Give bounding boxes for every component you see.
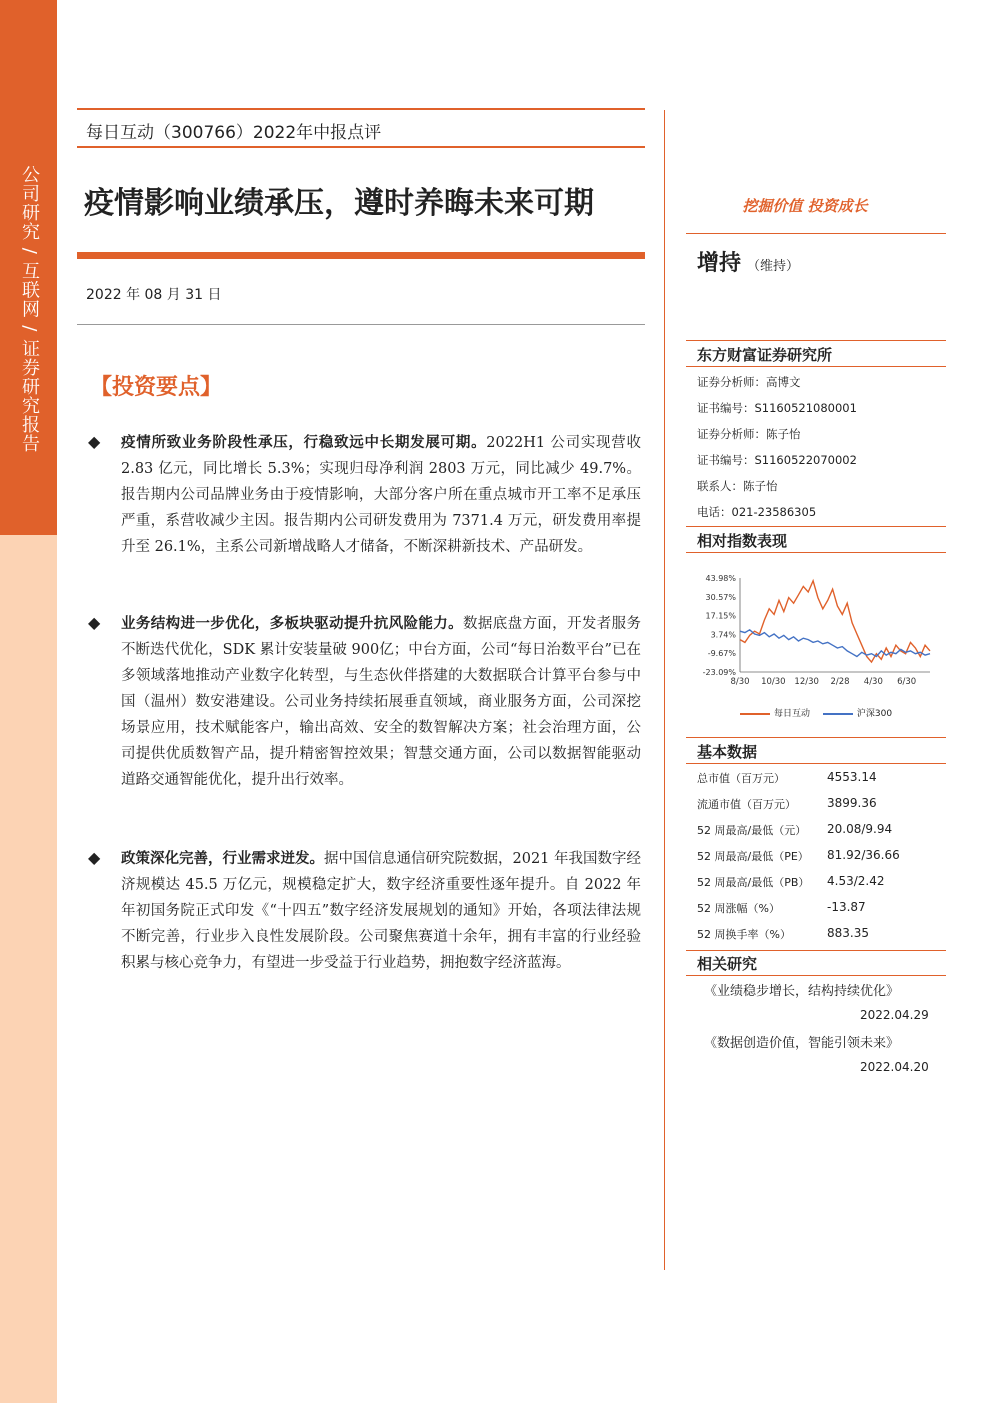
y-tick-label: -23.09% xyxy=(702,668,736,677)
bullet-lead: 疫情所致业务阶段性承压，行稳致远中长期发展可期。 xyxy=(121,435,487,451)
basic-data-value: 4553.14 xyxy=(827,770,877,784)
column-divider xyxy=(664,110,665,1270)
x-tick-label: 6/30 xyxy=(897,677,917,687)
chart-section-title: 相对指数表现 xyxy=(697,532,788,550)
basic-data-value: 4.53/2.42 xyxy=(827,874,885,888)
bullet-text: 数据底盘方面，开发者服务不断迭代优化，SDK 累计安装量破 900亿；中台方面，公司“每日治数平台”已在多领域落地推动产业数字化转型，与生态伙伴搭建的大数据联合计算平台参与中国（温州）数安港建设。公司业务持续拓展垂直领域，商业服务方面，公司深挖场景应用，技术赋能客户，输出高效、安全的数智解决方案；社会治理方面，公司提供优质数智产品，提升精密智控效果；智慧交通方面，公司以数据智能驱动道路交通智能优化，提升出行效率。 xyxy=(121,616,642,788)
bullet-lead: 政策深化完善，行业需求迸发。 xyxy=(121,851,324,867)
y-tick-label: 3.74% xyxy=(710,630,736,640)
page-title: 疫情影响业绩承压，遵时养晦未来可期 xyxy=(84,186,594,221)
x-tick-label: 10/30 xyxy=(761,677,786,687)
research-title: 相关研究 xyxy=(697,955,758,973)
legend-label: 沪深300 xyxy=(856,709,893,719)
rating-note: （维持） xyxy=(747,259,800,274)
chart-bottom-rule xyxy=(686,552,946,553)
institute-name: 东方财富证券研究所 xyxy=(697,346,833,364)
basic-data-value: -13.87 xyxy=(827,900,866,914)
analyst-info-row: 证书编号：S1160521080001 xyxy=(697,401,857,415)
y-tick-label: 17.15% xyxy=(705,611,736,621)
diamond-icon: ◆ xyxy=(88,848,101,867)
analyst-info-row: 证书编号：S1160522070002 xyxy=(697,453,857,467)
diamond-icon: ◆ xyxy=(88,432,101,451)
diamond-icon: ◆ xyxy=(88,613,101,632)
x-tick-label: 12/30 xyxy=(794,677,819,687)
report-label: 每日互动（300766）2022年中报点评 xyxy=(86,123,382,143)
research-item-title[interactable]: 《业绩稳步增长，结构持续优化》 xyxy=(704,984,900,999)
basic-data-top-rule xyxy=(686,737,946,738)
rating-value: 增持 xyxy=(697,251,742,276)
chart-legend xyxy=(740,706,892,719)
investment-heading: 【投资要点】 xyxy=(90,375,223,400)
x-tick-label: 2/28 xyxy=(830,677,850,687)
chart-top-rule xyxy=(686,526,946,527)
basic-data-value: 20.08/9.94 xyxy=(827,822,893,836)
basic-data-label: 总市值（百万元） xyxy=(697,772,785,785)
research-item-date: 2022.04.20 xyxy=(860,1060,929,1074)
basic-data-label: 52 周换手率（%） xyxy=(697,928,791,941)
bullet-paragraph xyxy=(121,611,641,793)
analyst-info-row: 证券分析师：高博文 xyxy=(697,375,801,389)
institute-top-rule xyxy=(686,340,946,341)
rating xyxy=(697,246,799,277)
research-top-rule xyxy=(686,950,946,951)
basic-data-label: 52 周最高/最低（元） xyxy=(697,824,807,837)
legend-label: 每日互动 xyxy=(774,709,811,719)
basic-data-label: 52 周最高/最低（PB） xyxy=(697,876,810,889)
header-bottom-rule xyxy=(77,146,645,148)
x-tick-label: 8/30 xyxy=(730,677,750,687)
slogan: 挖掘价值 投资成长 xyxy=(742,197,868,215)
legend-swatch-blue xyxy=(823,713,853,715)
basic-data-value: 81.92/36.66 xyxy=(827,848,900,862)
report-date: 2022 年 08 月 31 日 xyxy=(86,287,222,303)
x-tick-label: 4/30 xyxy=(863,677,883,687)
basic-data-title: 基本数据 xyxy=(697,743,758,761)
basic-data-label: 52 周涨幅（%） xyxy=(697,902,780,915)
bullet-text: 据中国信息通信研究院数据，2021 年我国数字经济规模达 45.5 万亿元，规模稳定扩大，数字经济重要性逐年提升。自 2022 年年初国务院正式印发《“十四五”数字经济发展规划的通知》开始，各项法律法规不断完善，行业步入良性发展阶段。公司聚焦赛道十余年，拥有丰富的行业经验积累与核心竞争力，有望进一步受益于行业趋势，拥抱数字经济蓝海。 xyxy=(121,851,642,971)
series-line xyxy=(740,630,930,657)
research-item-date: 2022.04.29 xyxy=(860,1008,929,1022)
analyst-info-row: 电话：021-23586305 xyxy=(697,505,817,519)
date-divider xyxy=(77,324,645,325)
bullet-lead: 业务结构进一步优化，多板块驱动提升抗风险能力。 xyxy=(121,616,463,632)
research-bottom-rule xyxy=(686,975,946,976)
legend-swatch-orange xyxy=(740,713,770,715)
relative-index-chart xyxy=(700,570,940,700)
bullet-paragraph xyxy=(121,846,641,976)
bullet-text: 2022H1 公司实现营收 2.83 亿元，同比增长 5.3%；实现归母净利润 2803 万元，同比减少 49.7%。报告期内公司品牌业务由于疫情影响，大部分客户所在重点城市开工率不足承压严重，系营收减少主因。报告期内公司研发费用为 7371.4 万元，研发费用率提升至 26.1%，主系公司新增战略人才储备，不断深耕新技术、产品研发。 xyxy=(121,435,641,555)
basic-data-label: 流通市值（百万元） xyxy=(697,798,796,811)
y-tick-label: -9.67% xyxy=(707,649,736,659)
analyst-info-row: 联系人：陈子怡 xyxy=(697,479,778,493)
y-tick-label: 30.57% xyxy=(705,592,736,602)
sidebar-category-text: 公司研究 / 互联网 / 证券研究报告 xyxy=(19,165,40,454)
rating-top-rule xyxy=(686,233,946,234)
basic-data-value: 3899.36 xyxy=(827,796,877,810)
y-tick-label: 43.98% xyxy=(705,574,736,583)
basic-data-bottom-rule xyxy=(686,763,946,764)
institute-bottom-rule xyxy=(686,366,946,367)
header-top-rule xyxy=(77,108,645,110)
research-item-title[interactable]: 《数据创造价值，智能引领未来》 xyxy=(704,1036,900,1051)
basic-data-label: 52 周最高/最低（PE） xyxy=(697,850,809,863)
analyst-info-row: 证券分析师：陈子怡 xyxy=(697,427,801,441)
basic-data-value: 883.35 xyxy=(827,926,869,940)
title-divider xyxy=(77,252,645,259)
bullet-paragraph xyxy=(121,430,641,560)
